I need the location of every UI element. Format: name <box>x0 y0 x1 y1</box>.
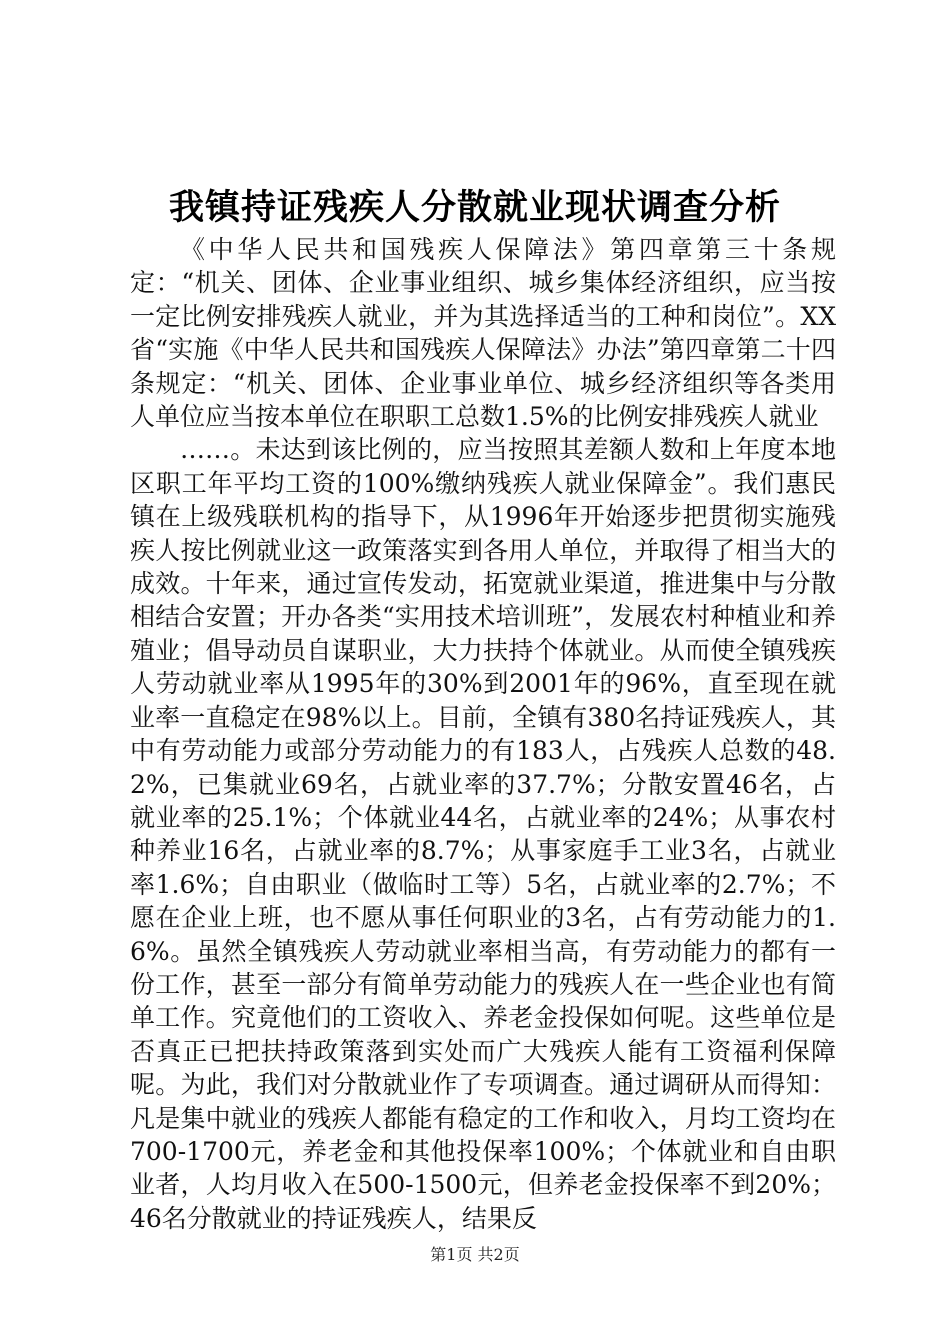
document-title: 我镇持证残疾人分散就业现状调查分析 <box>168 187 781 228</box>
paragraph-2: ……。未达到该比例的，应当按照其差额人数和上年度本地区职工年平均工资的100%缴纳残疾人就业保障金”。我们惠民镇在上级残联机构的指导下，从1996年开始逐步把贯彻实施残疾人按比例就业这一政策落实到各用人单位，并取得了相当大的成效。十年来，通过宣传发动，拓宽就业渠道，推进集中与分散相结合安置；开办各类“实用技术培训班”，发展农村种植业和养殖业；倡导动员自谋职业，大力扶持个体就业。从而使全镇残疾人劳动就业率从1995年的30%到2001年的96%，直至现在就业率一直稳定在98%以上。目前，全镇有380名持证残疾人，其中有劳动能力或部分劳动能力的有183人，占残疾人总数的48.2%，已集就业69名，占就业率的37.7%；分散安置46名，占就业率的25.1%；个体就业44名，占就业率的24%；从事农村种养业16名，占就业率的8.7%；从事家庭手工业3名，占就业率1.6%；自由职业（做临时工等）5名，占就业率的2.7%；不愿在企业上班，也不愿从事任何职业的3名，占有劳动能力的1.6%。虽然全镇残疾人劳动就业率相当高，有劳动能力的都有一份工作，甚至一部分有简单劳动能力的残疾人在一些企业也有简单工作。究竟他们的工资收入、养老金投保如何呢。这些单位是否真正已把扶持政策落到实处而广大残疾人能有工资福利保障呢。为此，我们对分散就业作了专项调查。通过调研从而得知：凡是集中就业的残疾人都能有稳定的工作和收入，月均工资均在700-1700元，养老金和其他投保率100%；个体就业和自由职业者，人均月收入在500-1500元，但养老金投保率不到20%；46名分散就业的持证残疾人，结果反 <box>130 435 836 1233</box>
document-body <box>130 233 836 1235</box>
page-number-footer: 第1页 共2页 <box>430 1245 520 1264</box>
paragraph-1: 《中华人民共和国残疾人保障法》第四章第三十条规定：“机关、团体、企业事业组织、城乡集体经济组织，应当按一定比例安排残疾人就业，并为其选择适当的工种和岗位”。XX省“实施《中华人民共和国残疾人保障法》办法”第四章第二十四条规定：“机关、团体、企业事业单位、城乡经济组织等各类用人单位应当按本单位在职职工总数1.5%的比例安排残疾人就业 <box>130 235 836 432</box>
